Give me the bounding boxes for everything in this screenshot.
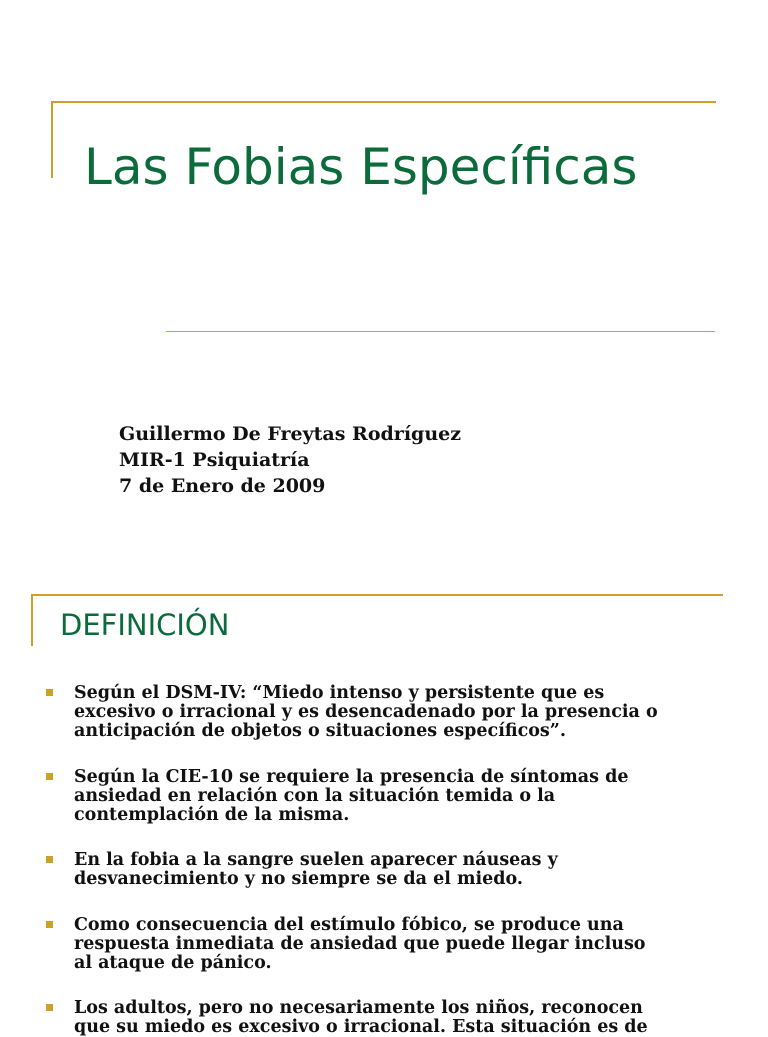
list-item-text (74, 999, 734, 1037)
list-item-text (74, 768, 734, 825)
bullet-marker-icon (46, 921, 53, 928)
text-line: respuesta inmediata de ansiedad que puede llegar incluso (74, 934, 646, 954)
text-line: anticipación de objetos o situaciones específicos”. (74, 721, 566, 741)
author-block (119, 421, 461, 499)
list-item-text (74, 684, 734, 741)
text-line: En la fobia a la sangre suelen aparecer náuseas y (74, 850, 558, 870)
list-item-text (74, 916, 734, 973)
list-item-text (74, 851, 734, 889)
bullet-marker-icon (46, 689, 53, 696)
title-frame-top-rule (51, 101, 716, 103)
section-frame-top-rule (31, 594, 723, 596)
text-line: Los adultos, pero no necesariamente los niños, reconocen (74, 998, 643, 1018)
author-name: Guillermo De Freytas Rodríguez (119, 423, 462, 445)
text-line: que su miedo es excesivo o irracional. Esta situación es de (74, 1017, 648, 1037)
text-line: contemplación de la misma. (74, 805, 350, 825)
text-line: desvanecimiento y no siempre se da el miedo. (74, 869, 523, 889)
text-line: ansiedad en relación con la situación temida o la (74, 786, 556, 806)
section-frame-left-rule (31, 594, 33, 646)
text-line: excesivo o irracional y es desencadenado por la presencia o (74, 702, 658, 722)
title-underline-rule (166, 331, 715, 332)
bullet-marker-icon (46, 1004, 53, 1011)
text-line: al ataque de pánico. (74, 953, 272, 973)
text-line: Según el DSM-IV: “Miedo intenso y persistente que es (74, 683, 605, 703)
title-frame-left-rule (51, 101, 53, 178)
bullet-marker-icon (46, 856, 53, 863)
author-position: MIR-1 Psiquiatría (119, 449, 310, 471)
presentation-date: 7 de Enero de 2009 (119, 475, 326, 497)
section-heading: DEFINICIÓN (60, 608, 230, 642)
text-line: Según la CIE-10 se requiere la presencia de síntomas de (74, 767, 629, 787)
text-line: Como consecuencia del estímulo fóbico, se produce una (74, 915, 624, 935)
slide-title: Las Fobias Específicas (84, 138, 638, 196)
bullet-marker-icon (46, 773, 53, 780)
